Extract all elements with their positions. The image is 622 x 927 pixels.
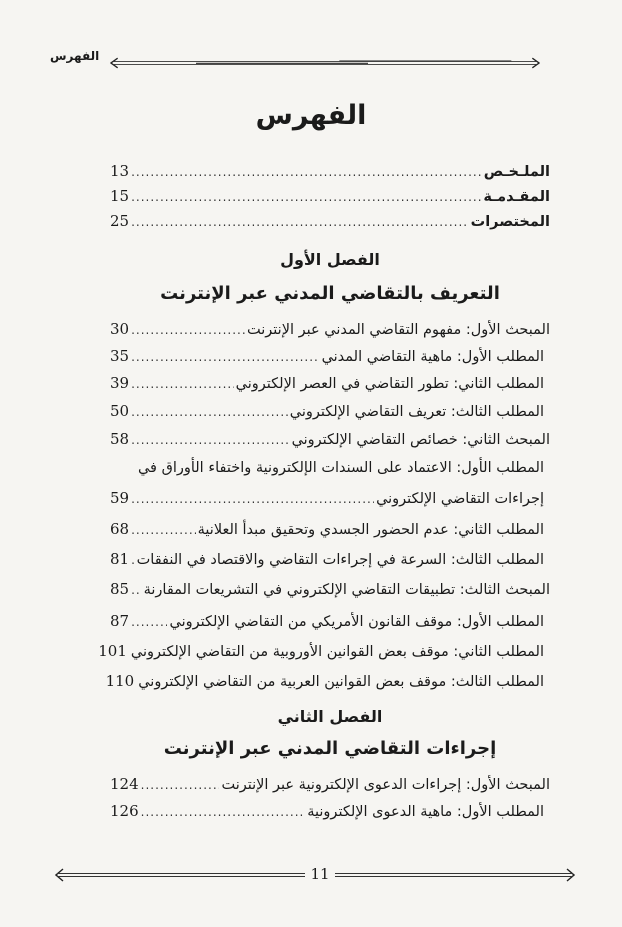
entry-label: المطلب الثالث: السرعة في إجراءات التقاضي والاقتصاد في النفقات (136, 552, 544, 568)
entry-label: المطلب الأول: ماهية التقاضي المدني (321, 349, 544, 365)
toc-entry (110, 612, 550, 630)
toc-entry (110, 187, 550, 205)
leader-dots (131, 215, 469, 229)
toc-entry (110, 212, 550, 230)
entry-label: المطلب الثالث: موقف بعض القوانين العربية من التقاضي الإلكتروني (138, 674, 544, 690)
leader-dots (131, 165, 482, 179)
toc-entry (105, 672, 550, 690)
entry-label: المبحث الثاني: خصائص التقاضي الإلكتروني (291, 432, 550, 448)
toc-entry (110, 347, 550, 365)
entry-page: 110 (105, 672, 135, 690)
chapter-title: إجراءات التقاضي المدني عبر الإنترنت (163, 738, 497, 759)
entry-label: الملـخـص (483, 164, 550, 180)
leader-dots (131, 615, 167, 629)
toc-entry (110, 520, 550, 538)
entry-page: 81 (110, 550, 130, 568)
toc-list (98, 0, 550, 927)
leader-dots (131, 377, 234, 391)
entry-label: المبحث الأول: إجراءات الدعوى الإلكترونية عبر الإنترنت (221, 777, 550, 793)
leader-dots (141, 778, 220, 792)
page-footer (55, 865, 575, 885)
entry-label: المطلب الأول: موقف القانون الأمريكي من التقاضي الإلكتروني (169, 614, 544, 630)
entry-label: المبحث الثالث: تطبيقات التقاضي الإلكتروني في التشريعات المقارنة (143, 582, 550, 598)
toc-entry (110, 402, 550, 420)
leader-dots (131, 583, 142, 597)
chapter-number: الفصل الثاني (277, 707, 383, 726)
toc-entry (110, 374, 550, 392)
entry-page: 35 (110, 347, 130, 365)
toc-entry (110, 460, 550, 476)
entry-label: المطلب الثالث: تعريف التقاضي الإلكتروني (289, 404, 544, 420)
entry-label: المطلب الثاني: تطور التقاضي في العصر الإلكتروني (235, 376, 544, 392)
toc-entry (110, 430, 550, 448)
entry-label: إجراءات التقاضي الإلكتروني (376, 491, 544, 507)
entry-page: 50 (110, 402, 130, 420)
entry-page: 124 (110, 775, 139, 793)
toc-entry (110, 550, 550, 568)
leader-dots (131, 492, 374, 506)
entry-page: 85 (110, 580, 130, 598)
page-title: الفهرس (255, 100, 367, 131)
toc-entry (110, 489, 550, 507)
entry-page: 39 (110, 374, 130, 392)
entry-label: المطلب الأول: ماهية الدعوى الإلكترونية (307, 804, 544, 820)
entry-label: المطلب الثاني: عدم الحضور الجسدي وتحقيق مبدأ العلانية (197, 522, 544, 538)
entry-page: 87 (110, 612, 130, 630)
toc-entry (98, 642, 550, 660)
entry-page: 59 (110, 489, 130, 507)
leader-dots (131, 553, 135, 567)
entry-label: المطلب الأول: الاعتماد على السندات الإلكترونية واختفاء الأوراق في (137, 460, 544, 476)
entry-label: المقـدمـة (483, 189, 550, 205)
leader-dots (141, 805, 306, 819)
entry-page: 58 (110, 430, 130, 448)
entry-label: المطلب الثاني: موقف بعض القوانين الأوروبية من التقاضي الإلكتروني (130, 644, 544, 660)
toc-entry (110, 580, 550, 598)
toc-entry (110, 775, 550, 793)
entry-page: 126 (110, 802, 139, 820)
entry-page: 25 (110, 212, 130, 230)
leader-dots (131, 523, 196, 537)
leader-dots (131, 323, 245, 337)
entry-page: 68 (110, 520, 130, 538)
chapter-number: الفصل الأول (280, 250, 380, 269)
leader-dots (131, 405, 288, 419)
leader-dots (131, 190, 481, 204)
running-title: الفهرس (50, 49, 100, 63)
page-number: 11 (305, 865, 335, 883)
entry-page: 30 (110, 320, 130, 338)
entry-page: 13 (110, 162, 130, 180)
entry-page: 101 (98, 642, 127, 660)
entry-page: 15 (110, 187, 130, 205)
chapter-title: التعريف بالتقاضي المدني عبر الإنترنت (160, 283, 500, 304)
toc-entry (110, 162, 550, 180)
toc-entry (110, 802, 550, 820)
entry-label: المبحث الأول: مفهوم التقاضي المدني عبر الإنترنت (247, 322, 550, 338)
toc-entry (110, 320, 550, 338)
leader-dots (131, 433, 289, 447)
leader-dots (131, 350, 319, 364)
entry-label: المختصرات (470, 214, 550, 230)
